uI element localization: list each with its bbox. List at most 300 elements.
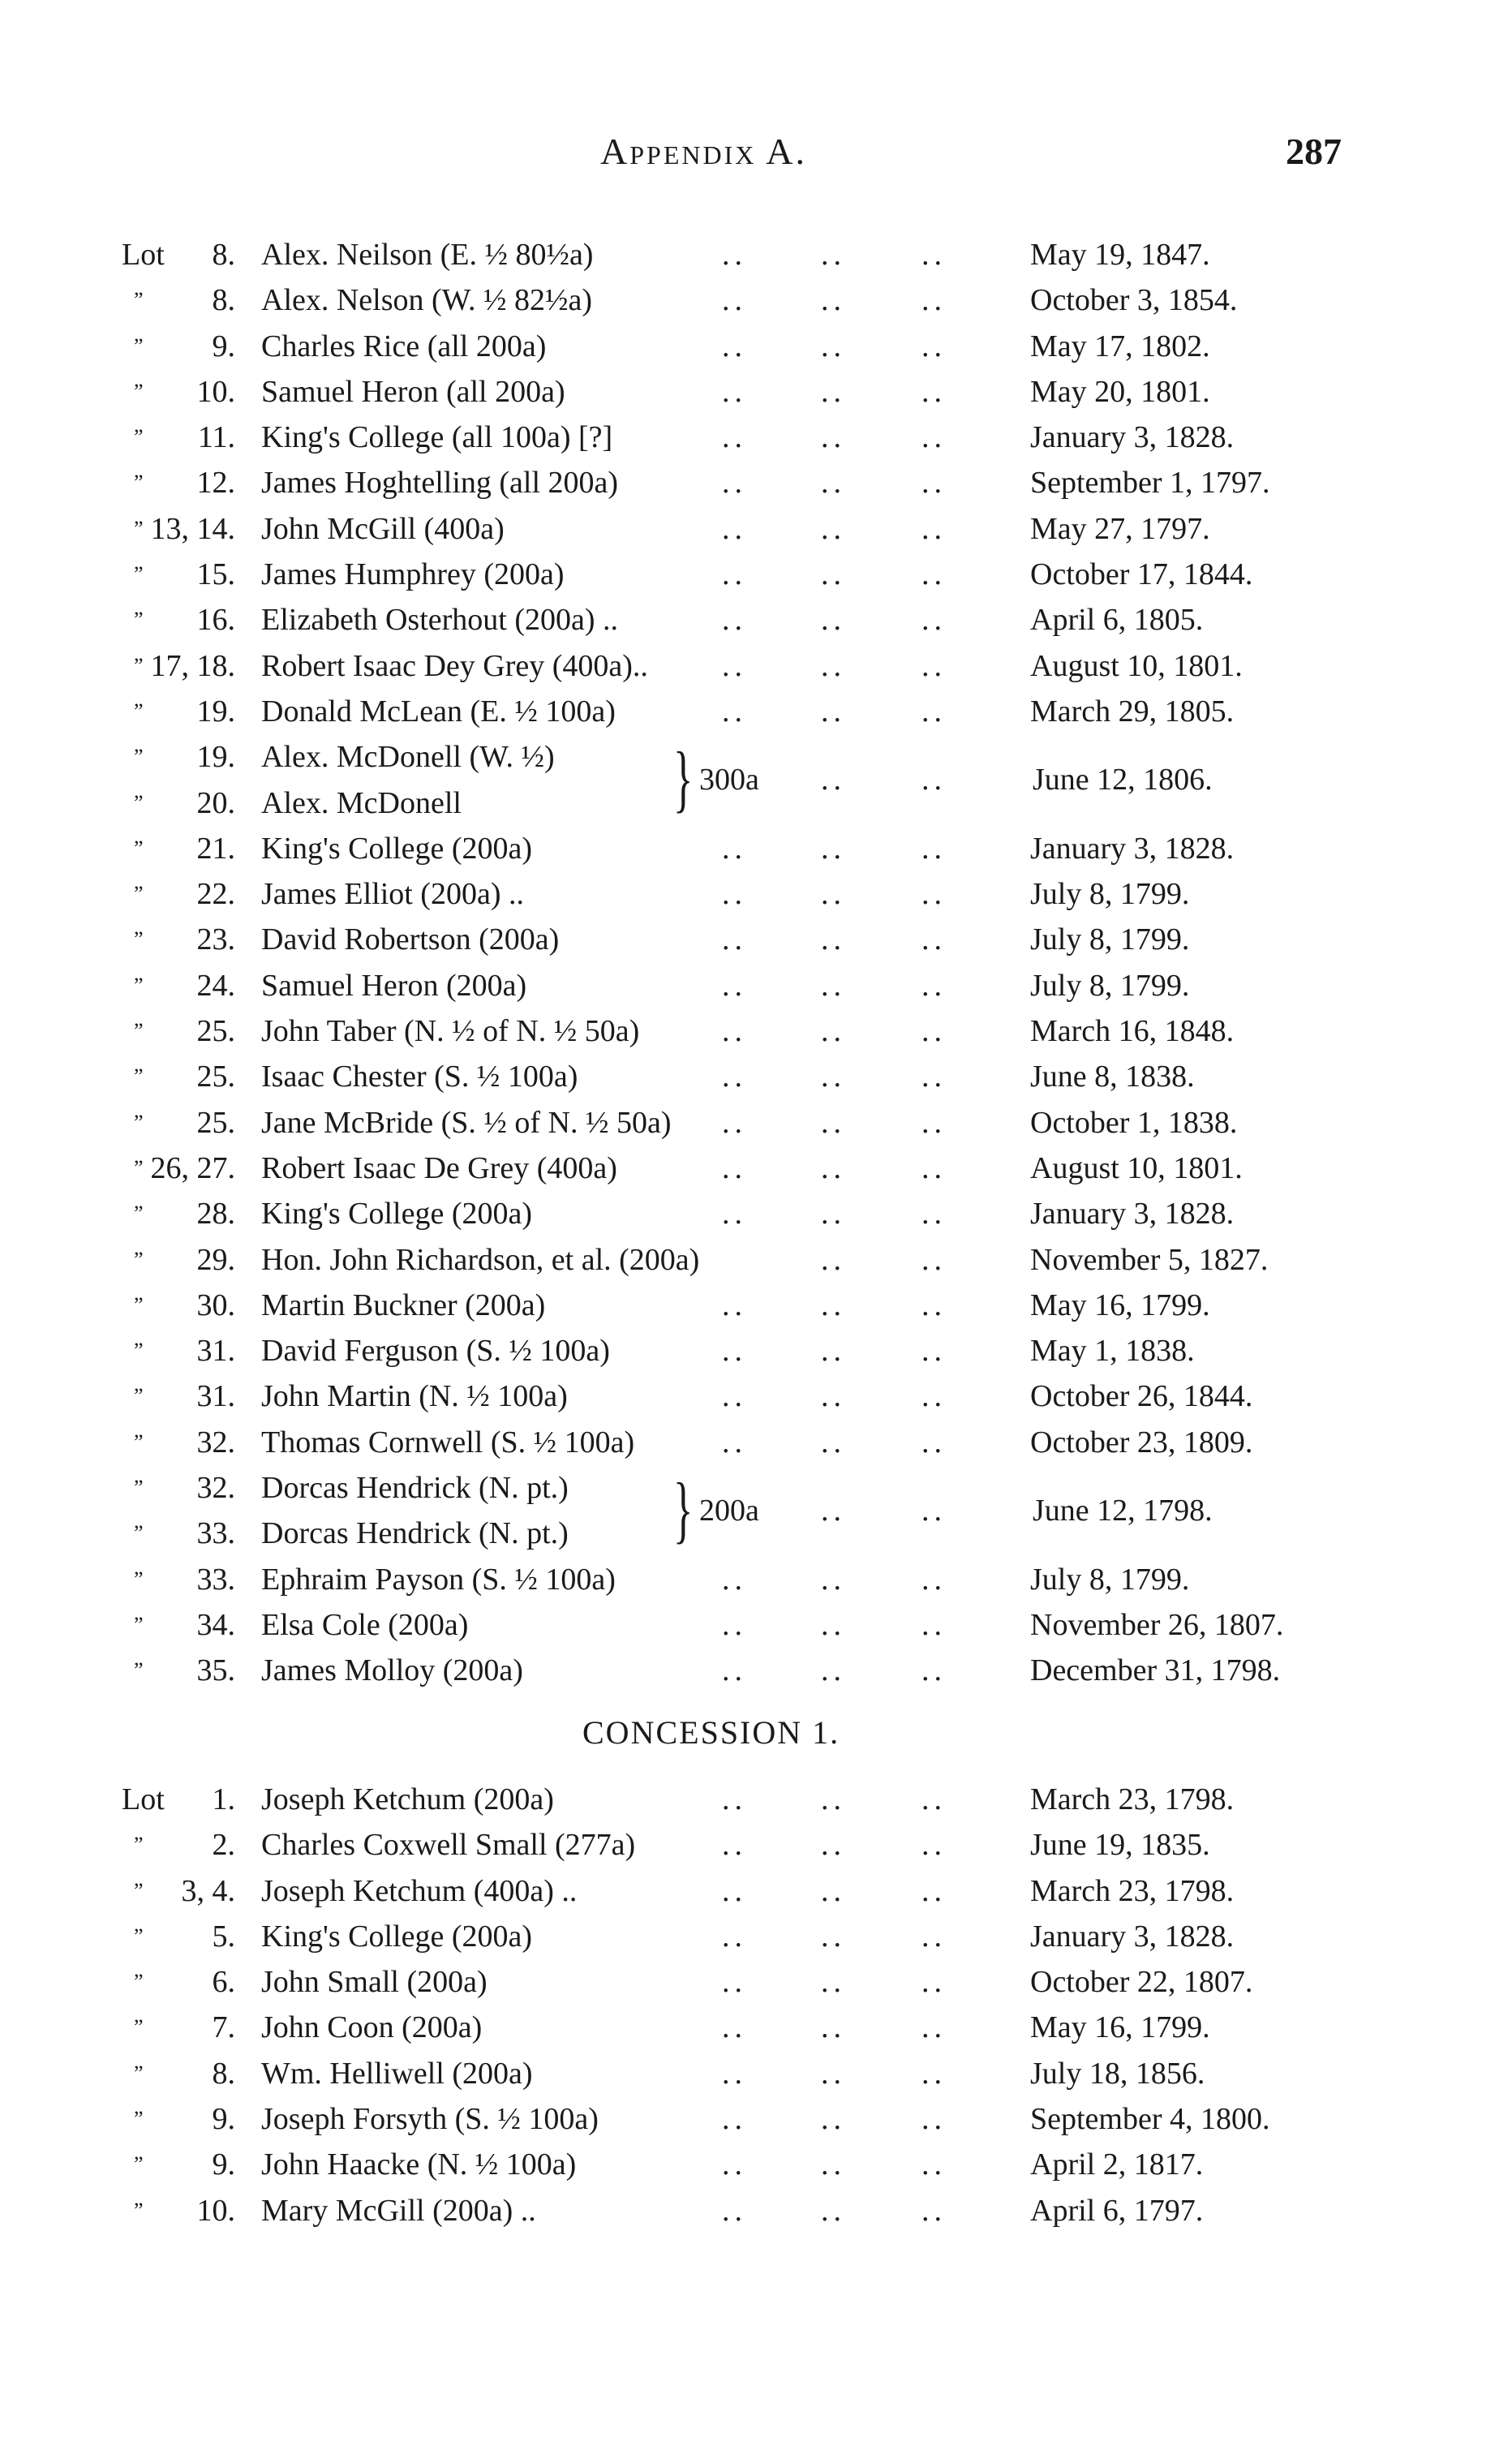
grantee-name: Isaac Chester (S. ½ 100a) — [261, 1060, 578, 1094]
lot-number: 24. — [196, 968, 235, 1003]
grant-date: October 1, 1838. — [1030, 1105, 1238, 1140]
grantee-name: John Haacke (N. ½ 100a) — [261, 2147, 577, 2182]
leader-dots: .. — [722, 694, 747, 729]
lot-number: 7. — [212, 2010, 235, 2045]
lot-number: 31. — [196, 1379, 235, 1414]
dot-leader — [0, 643, 1512, 689]
grantee-name: Samuel Heron (all 200a) — [261, 374, 565, 409]
ditto-mark: ” — [134, 1878, 144, 1902]
bracket-row — [0, 1465, 1512, 1557]
leader-dots: .. — [821, 1105, 846, 1140]
leader-dots: .. — [722, 420, 747, 455]
bracket-row — [0, 734, 1512, 826]
table-row — [0, 2051, 1512, 2096]
leader-dots: .. — [921, 1873, 947, 1908]
grant-date: April 6, 1797. — [1030, 2193, 1204, 2228]
lot-number: 9. — [212, 329, 235, 363]
grantee-name: Robert Isaac De Grey (400a) — [261, 1150, 617, 1185]
lot-number: 19. — [196, 740, 235, 775]
grant-date: October 23, 1809. — [1030, 1425, 1253, 1459]
leader-dots: .. — [921, 283, 947, 318]
leader-dots: .. — [921, 1014, 947, 1049]
leader-dots: .. — [722, 1782, 747, 1816]
ditto-mark: ” — [134, 1110, 144, 1134]
ditto-mark: ” — [134, 2107, 144, 2131]
grant-date: January 3, 1828. — [1030, 1919, 1235, 1954]
leader-dots: .. — [921, 2193, 947, 2228]
grantee-name: Alex. Nelson (W. ½ 82½a) — [261, 283, 593, 318]
dot-leader — [0, 232, 1512, 277]
grantee-name: David Robertson (200a) — [261, 922, 560, 957]
grantee-name: Charles Coxwell Small (277a) — [261, 1828, 636, 1863]
leader-dots: .. — [821, 1782, 846, 1816]
table-row — [0, 1914, 1512, 1959]
leader-dots: .. — [921, 968, 947, 1003]
leader-dots: .. — [821, 2010, 846, 2045]
table-row — [0, 232, 1512, 277]
ditto-mark: ” — [134, 1521, 144, 1545]
grantee-name: Joseph Ketchum (200a) — [261, 1782, 554, 1816]
grant-date: June 19, 1835. — [1030, 1828, 1210, 1863]
grantee-name: Robert Isaac Dey Grey (400a).. — [261, 648, 648, 683]
leader-dots: .. — [921, 1562, 947, 1597]
leader-dots: .. — [821, 922, 846, 957]
dot-leader — [0, 1146, 1512, 1191]
leader-dots: .. — [821, 1379, 846, 1414]
dot-leader — [0, 1822, 1512, 1868]
grantee-name: King's College (200a) — [261, 831, 533, 866]
dot-leader — [0, 871, 1512, 917]
lot-number: 34. — [196, 1607, 235, 1642]
ditto-mark: ” — [134, 1064, 144, 1089]
leader-dots: .. — [821, 511, 846, 546]
ditto-mark: ” — [134, 1924, 144, 1948]
leader-dots: .. — [821, 1014, 846, 1049]
ditto-mark: ” — [134, 2015, 144, 2040]
page-number: 287 — [1286, 131, 1342, 172]
leader-dots: .. — [821, 557, 846, 592]
leader-dots: .. — [821, 466, 846, 501]
leader-dots: .. — [921, 1425, 947, 1459]
lot-number: 22. — [196, 877, 235, 912]
dot-leader — [0, 597, 1512, 643]
grant-date: July 8, 1799. — [1030, 877, 1190, 912]
table-row — [0, 917, 1512, 962]
grant-date: January 3, 1828. — [1030, 1197, 1235, 1232]
leader-dots: .. — [821, 1607, 846, 1642]
grant-date: October 26, 1844. — [1030, 1379, 1253, 1414]
lot-number: 19. — [196, 694, 235, 729]
table-row — [0, 643, 1512, 689]
ditto-mark: ” — [134, 836, 144, 860]
leader-dots: .. — [921, 1242, 947, 1277]
grant-date: August 10, 1801. — [1030, 1150, 1243, 1185]
ditto-mark: ” — [134, 1019, 144, 1043]
lot-number: 31. — [196, 1334, 235, 1369]
grantee-name: David Ferguson (S. ½ 100a) — [261, 1334, 610, 1369]
table-row — [0, 1868, 1512, 1914]
running-title: Appendix A. — [600, 131, 808, 172]
table-row — [0, 1008, 1512, 1054]
ditto-mark: ” — [134, 1155, 144, 1180]
ditto-mark: ” — [134, 333, 144, 358]
lot-number: 13, 14. — [150, 511, 235, 546]
ditto-mark: ” — [134, 471, 144, 495]
page-header — [0, 130, 1512, 178]
concession-1-table — [0, 1777, 1512, 2233]
lot-number: 32. — [196, 1425, 235, 1459]
leader-dots: .. — [921, 1105, 947, 1140]
ditto-mark: ” — [134, 1339, 144, 1363]
leader-dots: .. — [722, 1873, 747, 1908]
table-row — [0, 2188, 1512, 2233]
table-row — [0, 1602, 1512, 1648]
leader-dots: .. — [722, 877, 747, 912]
lot-number: 9. — [212, 2147, 235, 2182]
dot-leader — [0, 324, 1512, 369]
leader-dots: .. — [722, 1334, 747, 1369]
lot-table-section — [0, 232, 1512, 1694]
grant-date: March 23, 1798. — [1030, 1873, 1235, 1908]
table-row — [0, 324, 1512, 369]
leader-dots: .. — [821, 694, 846, 729]
dot-leader — [0, 552, 1512, 597]
dot-leader — [0, 1008, 1512, 1054]
grantee-name: John McGill (400a) — [261, 511, 505, 546]
dot-leader — [0, 1373, 1512, 1419]
leader-dots: .. — [921, 420, 947, 455]
lot-number: 33. — [196, 1516, 235, 1551]
lot-number: 12. — [196, 466, 235, 501]
lot-label: Lot — [122, 1782, 165, 1816]
dot-leader — [0, 1959, 1512, 2005]
table-row — [0, 1557, 1512, 1602]
table-row — [0, 506, 1512, 552]
lot-number: 5. — [212, 1919, 235, 1954]
grant-date: May 1, 1838. — [1030, 1334, 1195, 1369]
table-row — [0, 1420, 1512, 1465]
dot-leader — [0, 2142, 1512, 2187]
grantee-name: Wm. Helliwell (200a) — [261, 2056, 533, 2091]
grant-date: November 5, 1827. — [1030, 1242, 1269, 1277]
ditto-mark: ” — [134, 1658, 144, 1683]
lot-number: 25. — [196, 1060, 235, 1094]
grant-date: October 22, 1807. — [1030, 1965, 1253, 2000]
leader-dots: .. — [921, 648, 947, 683]
leader-dots: .. — [821, 329, 846, 363]
grantee-name: Dorcas Hendrick (N. pt.) — [261, 1516, 569, 1551]
leader-dots: .. — [821, 2056, 846, 2091]
leader-dots: .. — [722, 2147, 747, 2182]
dot-leader — [0, 460, 1512, 505]
grant-date: November 26, 1807. — [1030, 1607, 1284, 1642]
ditto-mark: ” — [134, 1970, 144, 1994]
dot-leader — [0, 1054, 1512, 1099]
table-row — [0, 1054, 1512, 1099]
leader-dots: .. — [921, 1965, 947, 2000]
lot-number: 8. — [212, 2056, 235, 2091]
dot-leader — [0, 2096, 1512, 2142]
dot-leader — [0, 826, 1512, 871]
leader-dots: .. — [722, 2193, 747, 2228]
leader-dots: .. — [722, 1653, 747, 1688]
leader-dots: .. — [722, 831, 747, 866]
dot-leader — [0, 1237, 1512, 1283]
leader-dots: .. — [722, 1425, 747, 1459]
lot-number: 25. — [196, 1014, 235, 1049]
grantee-name: King's College (200a) — [261, 1919, 533, 1954]
grant-date: August 10, 1801. — [1030, 648, 1243, 683]
leader-dots: .. — [821, 374, 846, 409]
leader-dots: .. — [722, 1014, 747, 1049]
leader-dots: .. — [921, 329, 947, 363]
grant-date: September 1, 1797. — [1030, 466, 1270, 501]
grant-date: January 3, 1828. — [1030, 831, 1235, 866]
leader-dots: .. — [921, 1607, 947, 1642]
leader-dots: .. — [921, 238, 947, 272]
leader-dots: .. — [722, 1379, 747, 1414]
leader-dots: .. — [921, 2102, 947, 2137]
ditto-mark: ” — [134, 745, 144, 769]
dot-leader — [0, 369, 1512, 415]
grant-date: April 6, 1805. — [1030, 603, 1204, 638]
lot-number: 2. — [212, 1828, 235, 1863]
grantee-name: Alex. McDonell (W. ½) — [261, 740, 555, 775]
grantee-name: Elsa Cole (200a) — [261, 1607, 469, 1642]
leader-dots: .. — [921, 1334, 947, 1369]
dot-leader — [0, 1868, 1512, 1914]
leader-dots: .. — [722, 1607, 747, 1642]
ditto-mark: ” — [134, 1612, 144, 1636]
ditto-mark: ” — [134, 790, 144, 815]
leader-dots: .. — [821, 763, 846, 797]
dot-leader — [0, 415, 1512, 460]
ditto-mark: ” — [134, 1247, 144, 1271]
leader-dots: .. — [821, 603, 846, 638]
leader-dots: .. — [722, 1287, 747, 1322]
grantee-name: James Molloy (200a) — [261, 1653, 523, 1688]
leader-dots: .. — [921, 557, 947, 592]
table-row — [0, 597, 1512, 643]
leader-dots: .. — [921, 1494, 947, 1528]
lot-number: 23. — [196, 922, 235, 957]
lot-number: 25. — [196, 1105, 235, 1140]
leader-dots: .. — [821, 2102, 846, 2137]
table-row — [0, 1100, 1512, 1146]
leader-dots: .. — [921, 1060, 947, 1094]
grantee-name: Alex. Neilson (E. ½ 80½a) — [261, 238, 594, 272]
table-row — [0, 826, 1512, 871]
dot-leader — [0, 1191, 1512, 1236]
dot-leader — [0, 1420, 1512, 1465]
leader-dots: .. — [821, 1828, 846, 1863]
lot-number: 32. — [196, 1471, 235, 1506]
leader-dots: .. — [921, 1150, 947, 1185]
dot-leader — [0, 277, 1512, 323]
combined-area: 300a — [699, 763, 759, 797]
grant-date: January 3, 1828. — [1030, 420, 1235, 455]
ditto-mark: ” — [134, 1476, 144, 1500]
grantee-name: John Coon (200a) — [261, 2010, 483, 2045]
leader-dots: .. — [821, 238, 846, 272]
ditto-mark: ” — [134, 1384, 144, 1408]
ditto-mark: ” — [134, 379, 144, 403]
dot-leader — [0, 917, 1512, 962]
table-row — [0, 1373, 1512, 1419]
table-row — [0, 1146, 1512, 1191]
leader-dots: .. — [821, 1562, 846, 1597]
ditto-mark: ” — [134, 1429, 144, 1454]
grant-date: May 16, 1799. — [1030, 1287, 1210, 1322]
grant-date: March 16, 1848. — [1030, 1014, 1235, 1049]
table-row — [0, 963, 1512, 1008]
table-row — [0, 1822, 1512, 1868]
dot-leader — [0, 1914, 1512, 1959]
ditto-mark: ” — [134, 927, 144, 952]
table-row — [0, 1328, 1512, 1373]
table-row — [0, 689, 1512, 734]
lot-number: 10. — [196, 2193, 235, 2228]
dot-leader — [0, 1648, 1512, 1693]
lot-number: 28. — [196, 1197, 235, 1232]
lot-number: 6. — [212, 1965, 235, 2000]
grant-date: September 4, 1800. — [1030, 2102, 1270, 2137]
leader-dots: .. — [921, 1828, 947, 1863]
lot-number: 35. — [196, 1653, 235, 1688]
leader-dots: .. — [821, 968, 846, 1003]
leader-dots: .. — [821, 1197, 846, 1232]
concession-heading: CONCESSION 1. — [582, 1714, 840, 1751]
leader-dots: .. — [921, 877, 947, 912]
leader-dots: .. — [722, 557, 747, 592]
leader-dots: .. — [921, 374, 947, 409]
table-row — [0, 871, 1512, 917]
leader-dots: .. — [722, 1060, 747, 1094]
lot-number: 3, 4. — [181, 1873, 235, 1908]
grant-date: May 20, 1801. — [1030, 374, 1210, 409]
leader-dots: .. — [722, 1965, 747, 2000]
table-row — [0, 2005, 1512, 2050]
leader-dots: .. — [722, 1197, 747, 1232]
ditto-mark: ” — [134, 1292, 144, 1317]
ditto-mark: ” — [134, 973, 144, 997]
leader-dots: .. — [722, 2010, 747, 2045]
leader-dots: .. — [821, 1425, 846, 1459]
leader-dots: .. — [821, 420, 846, 455]
dot-leader — [0, 506, 1512, 552]
lot-number: 20. — [196, 785, 235, 820]
lot-number: 21. — [196, 831, 235, 866]
lot-number: 10. — [196, 374, 235, 409]
table-row — [0, 2096, 1512, 2142]
grantee-name: Donald McLean (E. ½ 100a) — [261, 694, 616, 729]
grantee-name: Jane McBride (S. ½ of N. ½ 50a) — [261, 1105, 672, 1140]
leader-dots: .. — [921, 603, 947, 638]
combined-area: 200a — [699, 1494, 759, 1528]
grantee-name: King's College (all 100a) [?] — [261, 420, 613, 455]
leader-dots: .. — [921, 763, 947, 797]
leader-dots: .. — [821, 1873, 846, 1908]
brace: } — [673, 1468, 694, 1551]
grantee-name: James Humphrey (200a) — [261, 557, 565, 592]
table-row — [0, 1959, 1512, 2005]
grantee-name: Dorcas Hendrick (N. pt.) — [261, 1471, 569, 1506]
leader-dots: .. — [722, 1919, 747, 1954]
grantee-name: James Elliot (200a) .. — [261, 877, 524, 912]
table-row — [0, 1648, 1512, 1693]
leader-dots: .. — [722, 1150, 747, 1185]
leader-dots: .. — [722, 1828, 747, 1863]
ditto-mark: ” — [134, 288, 144, 312]
lot-number: 15. — [196, 557, 235, 592]
leader-dots: .. — [921, 466, 947, 501]
ditto-mark: ” — [134, 1202, 144, 1226]
leader-dots: .. — [722, 1562, 747, 1597]
leader-dots: .. — [921, 1919, 947, 1954]
ditto-mark: ” — [134, 608, 144, 632]
dot-leader — [0, 963, 1512, 1008]
leader-dots: .. — [722, 2102, 747, 2137]
dot-leader — [0, 1100, 1512, 1146]
leader-dots: .. — [722, 1105, 747, 1140]
lot-number: 8. — [212, 283, 235, 318]
dot-leader — [0, 1557, 1512, 1602]
grantee-name: John Small (200a) — [261, 1965, 488, 2000]
leader-dots: .. — [921, 694, 947, 729]
grantee-name: Samuel Heron (200a) — [261, 968, 527, 1003]
table-row — [0, 1237, 1512, 1283]
grantee-name: King's College (200a) — [261, 1197, 533, 1232]
leader-dots: .. — [821, 1150, 846, 1185]
ditto-mark: ” — [134, 1833, 144, 1857]
lot-number: 30. — [196, 1287, 235, 1322]
brace: } — [673, 737, 694, 820]
grantee-name: Hon. John Richardson, et al. (200a) — [261, 1242, 700, 1277]
leader-dots: .. — [821, 283, 846, 318]
grantee-name: John Martin (N. ½ 100a) — [261, 1379, 568, 1414]
leader-dots: .. — [722, 922, 747, 957]
leader-dots: .. — [921, 1653, 947, 1688]
leader-dots: .. — [821, 1494, 846, 1528]
leader-dots: .. — [921, 2147, 947, 2182]
leader-dots: .. — [821, 1242, 846, 1277]
grant-date: May 27, 1797. — [1030, 511, 1210, 546]
grant-date: July 8, 1799. — [1030, 1562, 1190, 1597]
grant-date: June 8, 1838. — [1030, 1060, 1195, 1094]
ditto-mark: ” — [134, 882, 144, 906]
grantee-name: Thomas Cornwell (S. ½ 100a) — [261, 1425, 635, 1459]
lot-label: Lot — [122, 238, 165, 272]
dot-leader — [0, 1328, 1512, 1373]
grant-date: July 8, 1799. — [1030, 922, 1190, 957]
grantee-name: Martin Buckner (200a) — [261, 1287, 546, 1322]
ditto-mark: ” — [134, 2198, 144, 2222]
ditto-mark: ” — [134, 516, 144, 540]
leader-dots: .. — [722, 2056, 747, 2091]
leader-dots: .. — [722, 466, 747, 501]
table-row — [0, 460, 1512, 505]
ditto-mark: ” — [134, 425, 144, 449]
table-row — [0, 369, 1512, 415]
grant-date: March 23, 1798. — [1030, 1782, 1235, 1816]
grantee-name: Mary McGill (200a) .. — [261, 2193, 536, 2228]
table-row — [0, 1777, 1512, 1822]
grant-date: May 16, 1799. — [1030, 2010, 1210, 2045]
leader-dots: .. — [722, 238, 747, 272]
leader-dots: .. — [722, 603, 747, 638]
leader-dots: .. — [821, 2147, 846, 2182]
grantee-name: Ephraim Payson (S. ½ 100a) — [261, 1562, 616, 1597]
